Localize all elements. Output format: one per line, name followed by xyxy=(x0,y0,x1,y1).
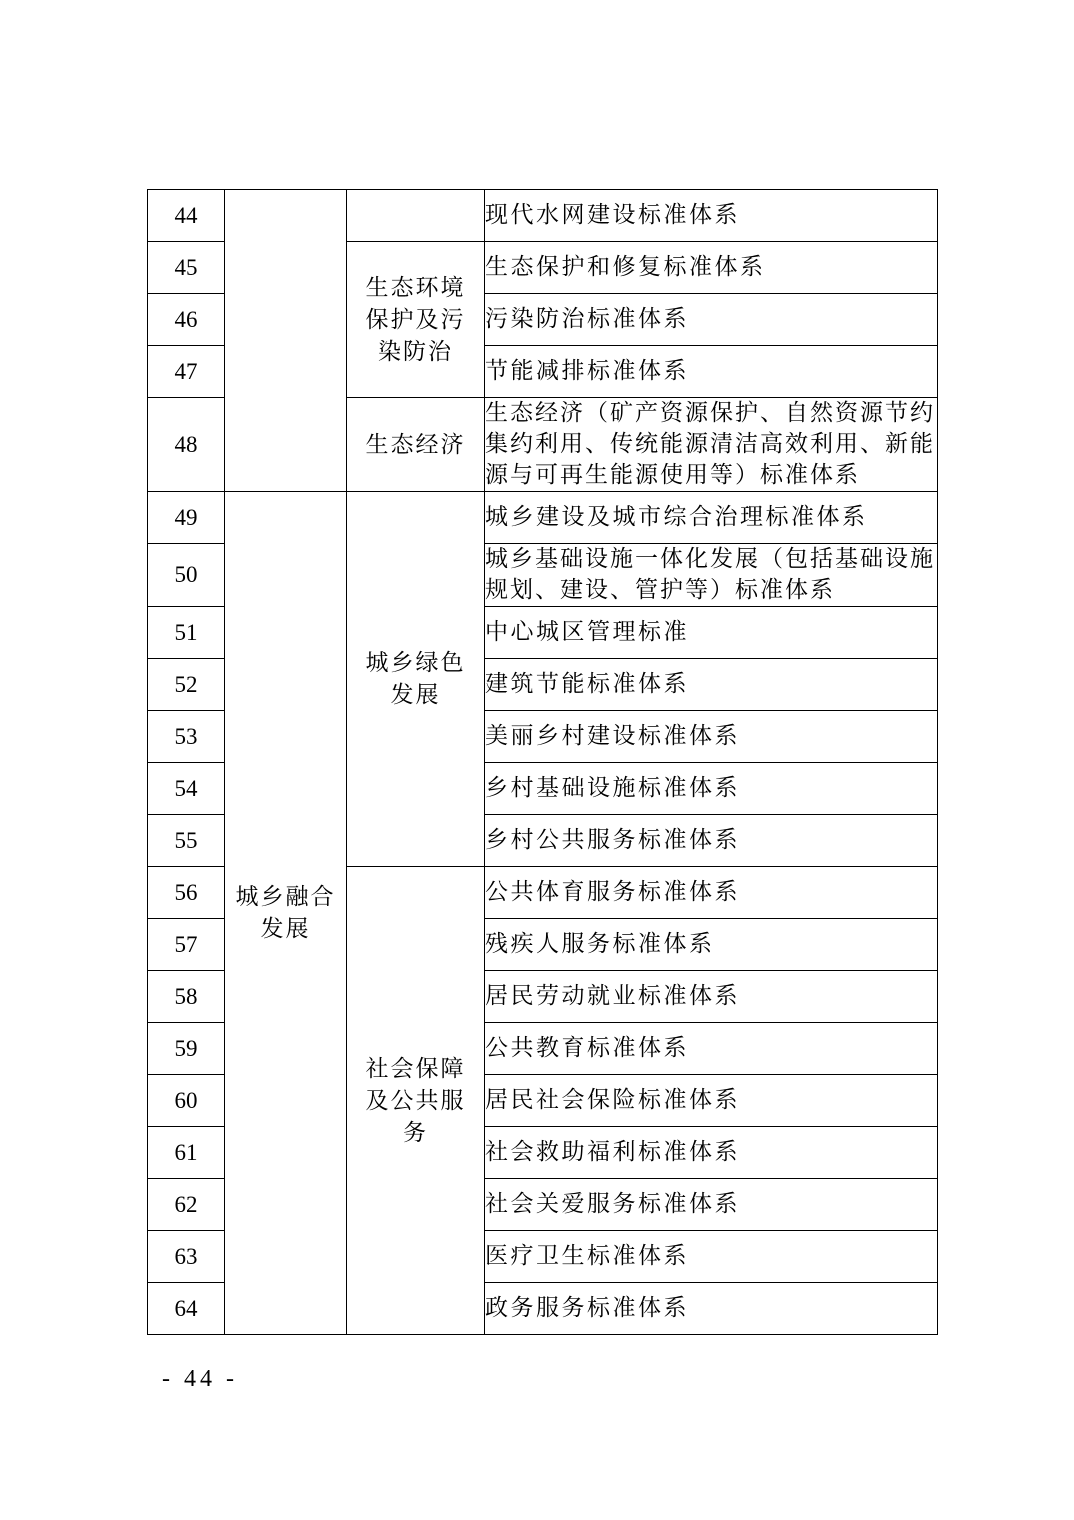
standard-item: 节能减排标准体系 xyxy=(485,346,938,398)
level2-category-social-security xyxy=(347,867,485,1335)
row-number: 48 xyxy=(148,398,225,492)
standard-item: 居民劳动就业标准体系 xyxy=(485,971,938,1023)
standard-item: 城乡建设及城市综合治理标准体系 xyxy=(485,492,938,544)
level2-category-eco-economy xyxy=(347,398,485,492)
row-number: 50 xyxy=(148,544,225,607)
level1-category-empty xyxy=(225,190,347,492)
standard-item: 社会关爱服务标准体系 xyxy=(485,1179,938,1231)
standard-item: 乡村基础设施标准体系 xyxy=(485,763,938,815)
row-number: 47 xyxy=(148,346,225,398)
level2-category-label: 生态环境保护及污染防治 xyxy=(365,274,466,365)
page-number: - 44 - xyxy=(162,1366,238,1392)
level2-category-empty xyxy=(347,190,485,242)
standard-item: 残疾人服务标准体系 xyxy=(485,919,938,971)
row-number: 45 xyxy=(148,242,225,294)
standard-item: 现代水网建设标准体系 xyxy=(485,190,938,242)
row-number: 58 xyxy=(148,971,225,1023)
standard-item: 乡村公共服务标准体系 xyxy=(485,815,938,867)
row-number: 55 xyxy=(148,815,225,867)
table-row xyxy=(148,492,938,544)
row-number: 49 xyxy=(148,492,225,544)
level1-category-urban-rural xyxy=(225,492,347,1335)
row-number: 62 xyxy=(148,1179,225,1231)
level2-category-label: 社会保障及公共服务 xyxy=(365,1055,466,1146)
row-number: 46 xyxy=(148,294,225,346)
table-row xyxy=(148,190,938,242)
standard-item: 社会救助福利标准体系 xyxy=(485,1127,938,1179)
row-number: 60 xyxy=(148,1075,225,1127)
row-number: 53 xyxy=(148,711,225,763)
row-number: 59 xyxy=(148,1023,225,1075)
row-number: 54 xyxy=(148,763,225,815)
standard-item: 公共教育标准体系 xyxy=(485,1023,938,1075)
standard-item: 医疗卫生标准体系 xyxy=(485,1231,938,1283)
standards-table xyxy=(147,189,938,1335)
row-number: 56 xyxy=(148,867,225,919)
standard-item: 政务服务标准体系 xyxy=(485,1283,938,1335)
row-number: 61 xyxy=(148,1127,225,1179)
level2-category-label: 城乡绿色发展 xyxy=(365,650,466,708)
row-number: 64 xyxy=(148,1283,225,1335)
row-number: 63 xyxy=(148,1231,225,1283)
standard-item: 生态保护和修复标准体系 xyxy=(485,242,938,294)
standard-item: 生态经济（矿产资源保护、自然资源节约集约利用、传统能源清洁高效利用、新能源与可再生能源使用等）标准体系 xyxy=(485,398,938,492)
standard-item: 美丽乡村建设标准体系 xyxy=(485,711,938,763)
standard-item: 污染防治标准体系 xyxy=(485,294,938,346)
standard-item: 居民社会保险标准体系 xyxy=(485,1075,938,1127)
standard-item: 建筑节能标准体系 xyxy=(485,659,938,711)
level1-category-label: 城乡融合发展 xyxy=(235,884,336,942)
level2-category-eco-protection xyxy=(347,242,485,398)
standard-item: 中心城区管理标准 xyxy=(485,607,938,659)
standard-item: 城乡基础设施一体化发展（包括基础设施规划、建设、管护等）标准体系 xyxy=(485,544,938,607)
row-number: 52 xyxy=(148,659,225,711)
row-number: 44 xyxy=(148,190,225,242)
level2-category-label: 生态经济 xyxy=(365,431,466,458)
row-number: 51 xyxy=(148,607,225,659)
level2-category-urban-rural-green xyxy=(347,492,485,867)
standard-item: 公共体育服务标准体系 xyxy=(485,867,938,919)
row-number: 57 xyxy=(148,919,225,971)
